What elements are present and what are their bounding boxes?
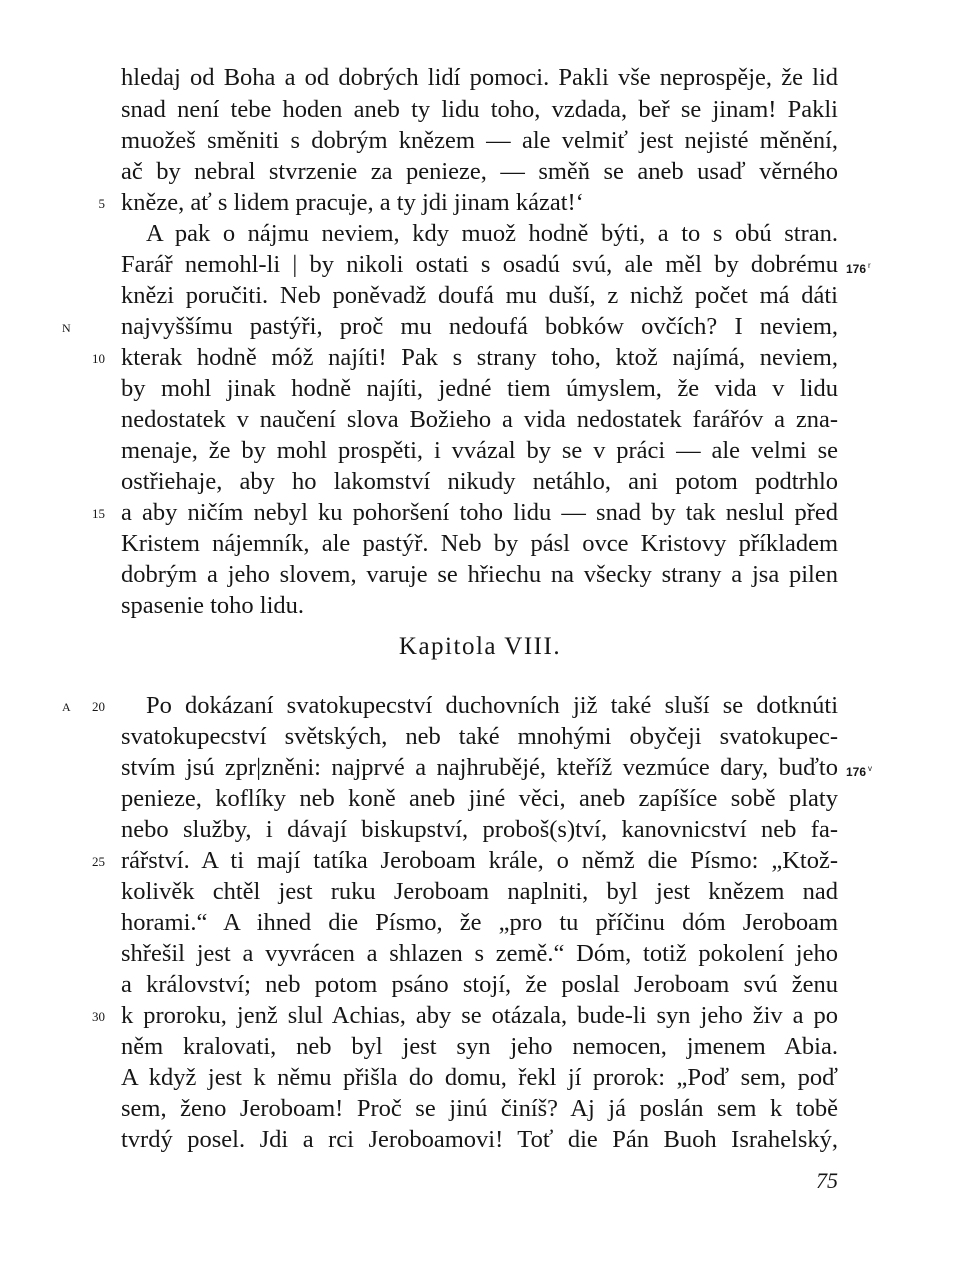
text-line: A když jest k němu přišla do domu, řekl jí prorok: „Poď sem, poď [121, 1064, 838, 1091]
text-line: muožeš směniti s dobrým knězem — ale velmiť jest nejisté měnění, [121, 127, 838, 154]
text-line: nebo služby, i dávají biskupství, proboš(s)tví, kanovnicství neb fa- [121, 816, 838, 843]
text-line: spasenie toho lidu. [121, 592, 305, 619]
text-line: dobrým a jeho slovem, varuje se hřiechu na všecky strany a jsa pilen [121, 561, 838, 588]
text-line: A pak o nájmu neviem, kdy muož hodně býti, a to s obú stran. [146, 220, 838, 247]
text-line: shřešil jest a vyvrácen a shlazen s země.“ Dóm, totiž pokolení jeho [121, 940, 838, 967]
chapter-heading: Kapitola VIII. [398, 633, 562, 660]
text-line: Po dokázaní svatokupecství duchovních již také sluší se dotknúti [146, 692, 838, 719]
text-line: hledaj od Boha a od dobrých lidí pomoci. Pakli vše neprospěje, že lid [121, 64, 838, 91]
text-line: menaje, že by mohl prospěti, i vvázal by se v práci — ale velmi se [121, 437, 838, 464]
text-line: knězi poručiti. Neb poněvadž doufá mu duší, z nichž počet má dáti [121, 282, 838, 309]
text-line: ač by nebral stvrzenie za penieze, — směň se aneb usaď věrného [121, 158, 838, 185]
line-number: 5 [98, 196, 105, 211]
text-line: k proroku, jenž slul Achias, aby se otázala, bude-li syn jeho živ a po [121, 1002, 838, 1029]
text-line: by mohl jinak hodně najíti, jedné tiem úmyslem, že vida v lidu [121, 375, 838, 402]
text-line: kněze, ať s lidem pracuje, a ty jdi jinam kázat!‘ [121, 189, 584, 216]
text-line: penieze, koflíky neb koně aneb jiné věci, aneb zapíšíce sobě platy [121, 785, 838, 812]
text-line: kolivěk chtěl jest ruku Jeroboam naplniti, byl jest knězem nad [121, 878, 838, 905]
text-line: ostřiehaje, aby ho lakomství nikudy netáhlo, ani potom podtrhlo [121, 468, 838, 495]
text-line: svatokupecství světských, neb také mnohými obyčeji svatokupec- [121, 723, 838, 750]
text-line: a království; neb potom psáno stojí, že poslal Jeroboam svú ženu [121, 971, 838, 998]
text-line: Kristem nájemník, ale pastýř. Neb by pásl ovce Kristovy příkladem [121, 530, 838, 557]
text-line: rářství. A ti mají tatíka Jeroboam krále, o němž die Písmo: „Ktož- [121, 847, 838, 874]
text-line: sem, ženo Jeroboam! Proč se jinú činíš? Aj já poslán sem k tobě [121, 1095, 838, 1122]
text-line: Farář nemohl-li | by nikoli ostati s osadú svú, ale měl by dobrému [121, 251, 838, 278]
folio-mark: 176 $^v$ [846, 764, 873, 779]
text-line: a aby ničím nebyl ku pohoršení toho lidu — snad by tak neslul před [121, 499, 838, 526]
page-number: 75 [816, 1168, 838, 1193]
text-line: tvrdý posel. Jdi a rci Jeroboamovi! Toť die Pán Buoh Israhelský, [121, 1126, 838, 1153]
text-line: kterak hodně móž najíti! Pak s strany toho, ktož najímá, neviem, [121, 344, 838, 371]
folio-mark: 176 $^r$ [846, 261, 871, 276]
text-line: nedostatek v naučení slova Božieho a vida nedostatek farářóv a zna- [121, 406, 838, 433]
line-number: 20 [92, 699, 105, 714]
text-line: horami.“ A ihned die Písmo, že „pro tu příčinu dóm Jeroboam [121, 909, 838, 936]
line-number: 10 [92, 351, 105, 366]
text-line: snad není tebe hoden aneb ty lidu toho, vzdada, beř se jinam! Pakli [121, 96, 838, 123]
line-number: 30 [92, 1009, 105, 1024]
manuscript-siglum: N [62, 321, 71, 335]
text-line: něm kralovati, neb byl jest syn jeho nemocen, jmenem Abia. [121, 1033, 838, 1060]
text-line: stvím jsú zpr|zněni: najprvé a najhrubějé, kteříž vezmúce dary, buďto [121, 754, 838, 781]
manuscript-siglum: A [62, 700, 71, 714]
line-number: 25 [92, 854, 105, 869]
line-number: 15 [92, 506, 105, 521]
text-line: najvyššímu pastýři, proč mu nedoufá bobków ovčích? I neviem, [121, 313, 838, 340]
